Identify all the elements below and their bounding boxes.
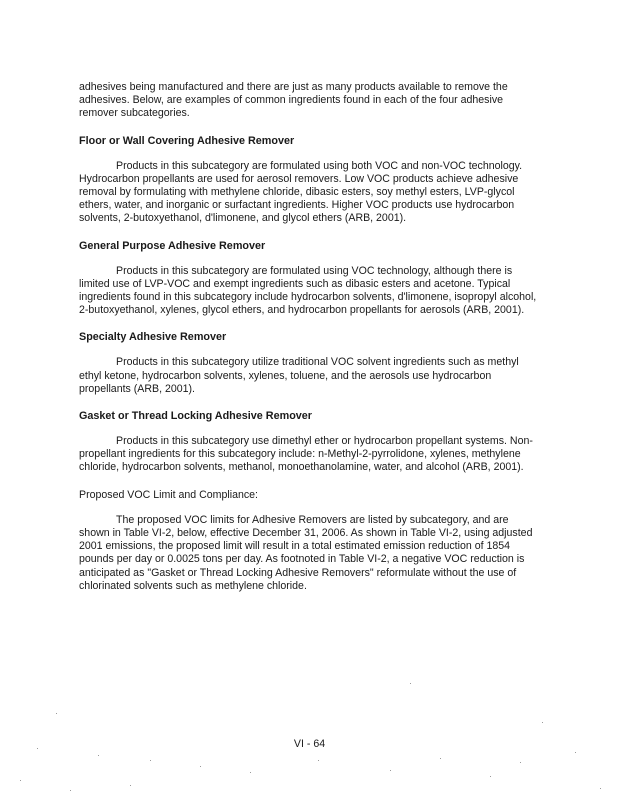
section-heading-floor-wall: Floor or Wall Covering Adhesive Remover [79, 134, 295, 147]
page-number: VI - 64 [293, 738, 326, 750]
document-page [79, 81, 539, 593]
section-body-floor-wall: Products in this subcategory are formulated using both VOC and non-VOC technology. Hydrocarbon propellants are used for aerosol removers. Low VOC products achieve adhesive removal by formulating with methylene chloride, dibasic esters, soy methyl esters, LVP-glycol ethers, water, and inorganic or surfactant ingredients. Higher VOC products use hydrocarbon solvents, 2-butoxyethanol, d'limonene, and glycol ethers (ARB, 2001). [79, 159, 523, 225]
section-heading-gasket-thread: Gasket or Thread Locking Adhesive Remover [79, 410, 313, 423]
section-body-general-purpose: Products in this subcategory are formulated using VOC technology, although there is limited use of LVP-VOC and exempt ingredients such as dibasic esters and acetone. Typical ingredients found in this subcategory include hydrocarbon solvents, d'limonene, isopropyl alcohol, 2-butoxyethanol, xylenes, glycol ethers, and hydrocarbon propellants for aerosols (ARB, 2001). [79, 264, 537, 317]
section-heading-specialty: Specialty Adhesive Remover [79, 331, 227, 344]
section-heading-general-purpose: General Purpose Adhesive Remover [79, 239, 266, 252]
section-body-gasket-thread: Products in this subcategory use dimethyl ether or hydrocarbon propellant systems. Non-propellant ingredients for this subcategory include: n-Methyl-2-pyrrolidone, xylenes, methylene chloride, hydrocarbon solvents, methanol, monoethanolamine, water, and alcohol (ARB, 2001). [79, 435, 533, 474]
section-body-specialty: Products in this subcategory utilize traditional VOC solvent ingredients such as methyl ethyl ketone, hydrocarbon solvents, xylenes, toluene, and the aerosols use hydrocarbon propellants (ARB, 2001). [79, 356, 519, 395]
intro-paragraph: adhesives being manufactured and there are just as many products available to remove the adhesives. Below, are examples of common ingredients found in each of the four adhesive remover subcategories. [79, 81, 508, 120]
proposed-heading: Proposed VOC Limit and Compliance: [79, 488, 259, 501]
proposed-body: The proposed VOC limits for Adhesive Removers are listed by subcategory, and are shown in Table VI-2, below, effective December 31, 2006. As shown in Table VI-2, using adjusted 2001 emissions, the proposed limit will result in a total estimated emission reduction of 1854 pounds per day or 0.0025 tons per day. As footnoted in Table VI-2, a negative VOC reduction is anticipated as "Gasket or Thread Locking Adhesive Removers" reformulate without the use of chlorinated solvents such as methylene chloride. [79, 513, 533, 592]
